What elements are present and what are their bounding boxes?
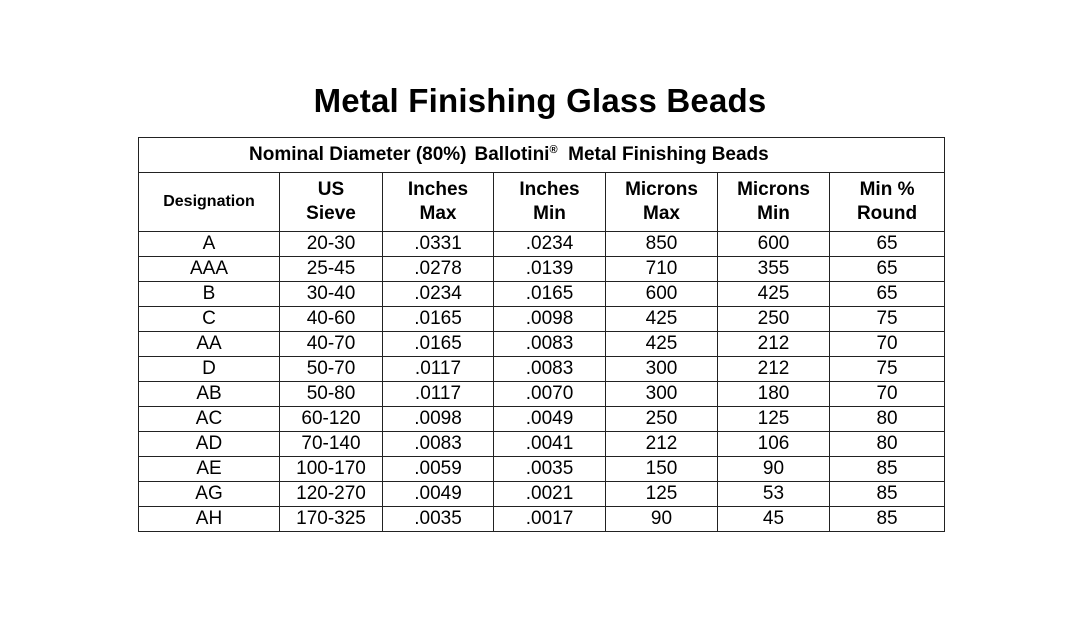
cell-inches-min: .0139 <box>494 257 606 282</box>
cell-inches-min: .0083 <box>494 357 606 382</box>
header-microns-max-bottom: Max <box>643 203 680 224</box>
cell-inches-min: .0041 <box>494 432 606 457</box>
cell-inches-min: .0021 <box>494 482 606 507</box>
cell-designation: C <box>139 307 280 332</box>
caption-brand: Ballotini <box>474 144 550 165</box>
cell-microns-min: 125 <box>718 407 830 432</box>
cell-microns-max: 90 <box>606 507 718 532</box>
table-row <box>139 232 945 257</box>
cell-sieve: 30-40 <box>280 282 383 307</box>
cell-sieve: 25-45 <box>280 257 383 282</box>
cell-microns-min: 180 <box>718 382 830 407</box>
cell-inches-max: .0098 <box>383 407 494 432</box>
table-row <box>139 282 945 307</box>
table-header-row <box>139 173 945 232</box>
table-row <box>139 357 945 382</box>
cell-designation: AE <box>139 457 280 482</box>
cell-designation: AB <box>139 382 280 407</box>
cell-min-round: 65 <box>830 232 945 257</box>
cell-min-round: 70 <box>830 382 945 407</box>
header-min-round-top: Min % <box>859 179 915 200</box>
cell-inches-max: .0165 <box>383 332 494 357</box>
cell-inches-max: .0234 <box>383 282 494 307</box>
cell-designation: AH <box>139 507 280 532</box>
glass-beads-table <box>138 137 945 532</box>
table-row <box>139 457 945 482</box>
cell-microns-min: 250 <box>718 307 830 332</box>
cell-sieve: 50-80 <box>280 382 383 407</box>
cell-inches-max: .0049 <box>383 482 494 507</box>
cell-microns-max: 150 <box>606 457 718 482</box>
header-inches-max-bottom: Max <box>419 203 457 224</box>
cell-min-round: 65 <box>830 282 945 307</box>
cell-microns-min: 53 <box>718 482 830 507</box>
cell-designation: AA <box>139 332 280 357</box>
cell-sieve: 100-170 <box>280 457 383 482</box>
cell-sieve: 170-325 <box>280 507 383 532</box>
cell-microns-max: 300 <box>606 382 718 407</box>
cell-inches-max: .0059 <box>383 457 494 482</box>
table-row <box>139 507 945 532</box>
cell-inches-max: .0117 <box>383 357 494 382</box>
cell-min-round: 85 <box>830 457 945 482</box>
cell-designation: AAA <box>139 257 280 282</box>
header-designation: Designation <box>139 173 280 232</box>
cell-inches-min: .0165 <box>494 282 606 307</box>
cell-sieve: 70-140 <box>280 432 383 457</box>
cell-inches-min: .0017 <box>494 507 606 532</box>
caption-nominal-diameter: Nominal Diameter (80%) <box>249 144 467 165</box>
cell-designation: AC <box>139 407 280 432</box>
header-inches-min <box>494 173 606 232</box>
cell-min-round: 75 <box>830 307 945 332</box>
cell-microns-min: 355 <box>718 257 830 282</box>
header-inches-min-top: Inches <box>519 179 580 200</box>
table-caption-row <box>139 138 945 173</box>
cell-microns-max: 710 <box>606 257 718 282</box>
header-inches-max <box>383 173 494 232</box>
cell-sieve: 50-70 <box>280 357 383 382</box>
cell-sieve: 40-70 <box>280 332 383 357</box>
cell-microns-max: 250 <box>606 407 718 432</box>
cell-min-round: 85 <box>830 507 945 532</box>
cell-designation: A <box>139 232 280 257</box>
header-us-sieve <box>280 173 383 232</box>
table-row <box>139 307 945 332</box>
table-row <box>139 407 945 432</box>
cell-inches-min: .0049 <box>494 407 606 432</box>
header-inches-min-bottom: Min <box>533 203 566 224</box>
cell-inches-min: .0234 <box>494 232 606 257</box>
cell-microns-max: 300 <box>606 357 718 382</box>
cell-min-round: 85 <box>830 482 945 507</box>
cell-microns-max: 850 <box>606 232 718 257</box>
cell-sieve: 20-30 <box>280 232 383 257</box>
table-row <box>139 332 945 357</box>
registered-mark: ® <box>549 144 558 156</box>
cell-microns-min: 425 <box>718 282 830 307</box>
cell-sieve: 60-120 <box>280 407 383 432</box>
cell-designation: B <box>139 282 280 307</box>
cropped-heading-fragment <box>205 0 355 4</box>
cell-inches-min: .0035 <box>494 457 606 482</box>
header-us-sieve-bottom: Sieve <box>306 203 356 224</box>
cell-inches-max: .0278 <box>383 257 494 282</box>
cell-microns-max: 125 <box>606 482 718 507</box>
caption-product-text: Metal Finishing Beads <box>568 144 769 165</box>
header-microns-max <box>606 173 718 232</box>
cell-microns-min: 212 <box>718 332 830 357</box>
cell-microns-min: 90 <box>718 457 830 482</box>
cell-min-round: 65 <box>830 257 945 282</box>
cell-inches-max: .0165 <box>383 307 494 332</box>
page-title: Metal Finishing Glass Beads <box>313 82 767 119</box>
header-microns-min-top: Microns <box>737 179 810 200</box>
cell-min-round: 70 <box>830 332 945 357</box>
cell-inches-max: .0083 <box>383 432 494 457</box>
table-caption <box>139 138 945 173</box>
table-row <box>139 482 945 507</box>
header-microns-min-bottom: Min <box>757 203 790 224</box>
cell-sieve: 120-270 <box>280 482 383 507</box>
cell-min-round: 80 <box>830 407 945 432</box>
cell-designation: AG <box>139 482 280 507</box>
caption-product <box>558 144 769 165</box>
cell-sieve: 40-60 <box>280 307 383 332</box>
cell-microns-min: 212 <box>718 357 830 382</box>
header-inches-max-top: Inches <box>407 179 469 200</box>
cell-inches-max: .0331 <box>383 232 494 257</box>
cell-microns-min: 600 <box>718 232 830 257</box>
cell-inches-max: .0035 <box>383 507 494 532</box>
cell-inches-min: .0070 <box>494 382 606 407</box>
header-min-round <box>830 173 945 232</box>
cell-microns-max: 600 <box>606 282 718 307</box>
table-row <box>139 432 945 457</box>
cell-inches-max: .0117 <box>383 382 494 407</box>
cell-min-round: 75 <box>830 357 945 382</box>
header-microns-max-top: Microns <box>625 179 698 200</box>
cell-inches-min: .0098 <box>494 307 606 332</box>
cell-designation: D <box>139 357 280 382</box>
cell-min-round: 80 <box>830 432 945 457</box>
table-row <box>139 382 945 407</box>
cell-inches-min: .0083 <box>494 332 606 357</box>
cell-microns-max: 425 <box>606 307 718 332</box>
table-row <box>139 257 945 282</box>
header-microns-min <box>718 173 830 232</box>
cell-microns-max: 425 <box>606 332 718 357</box>
header-us-sieve-top: US <box>317 179 345 200</box>
cell-microns-min: 45 <box>718 507 830 532</box>
header-min-round-bottom: Round <box>856 203 918 224</box>
cell-designation: AD <box>139 432 280 457</box>
cell-microns-max: 212 <box>606 432 718 457</box>
cell-microns-min: 106 <box>718 432 830 457</box>
